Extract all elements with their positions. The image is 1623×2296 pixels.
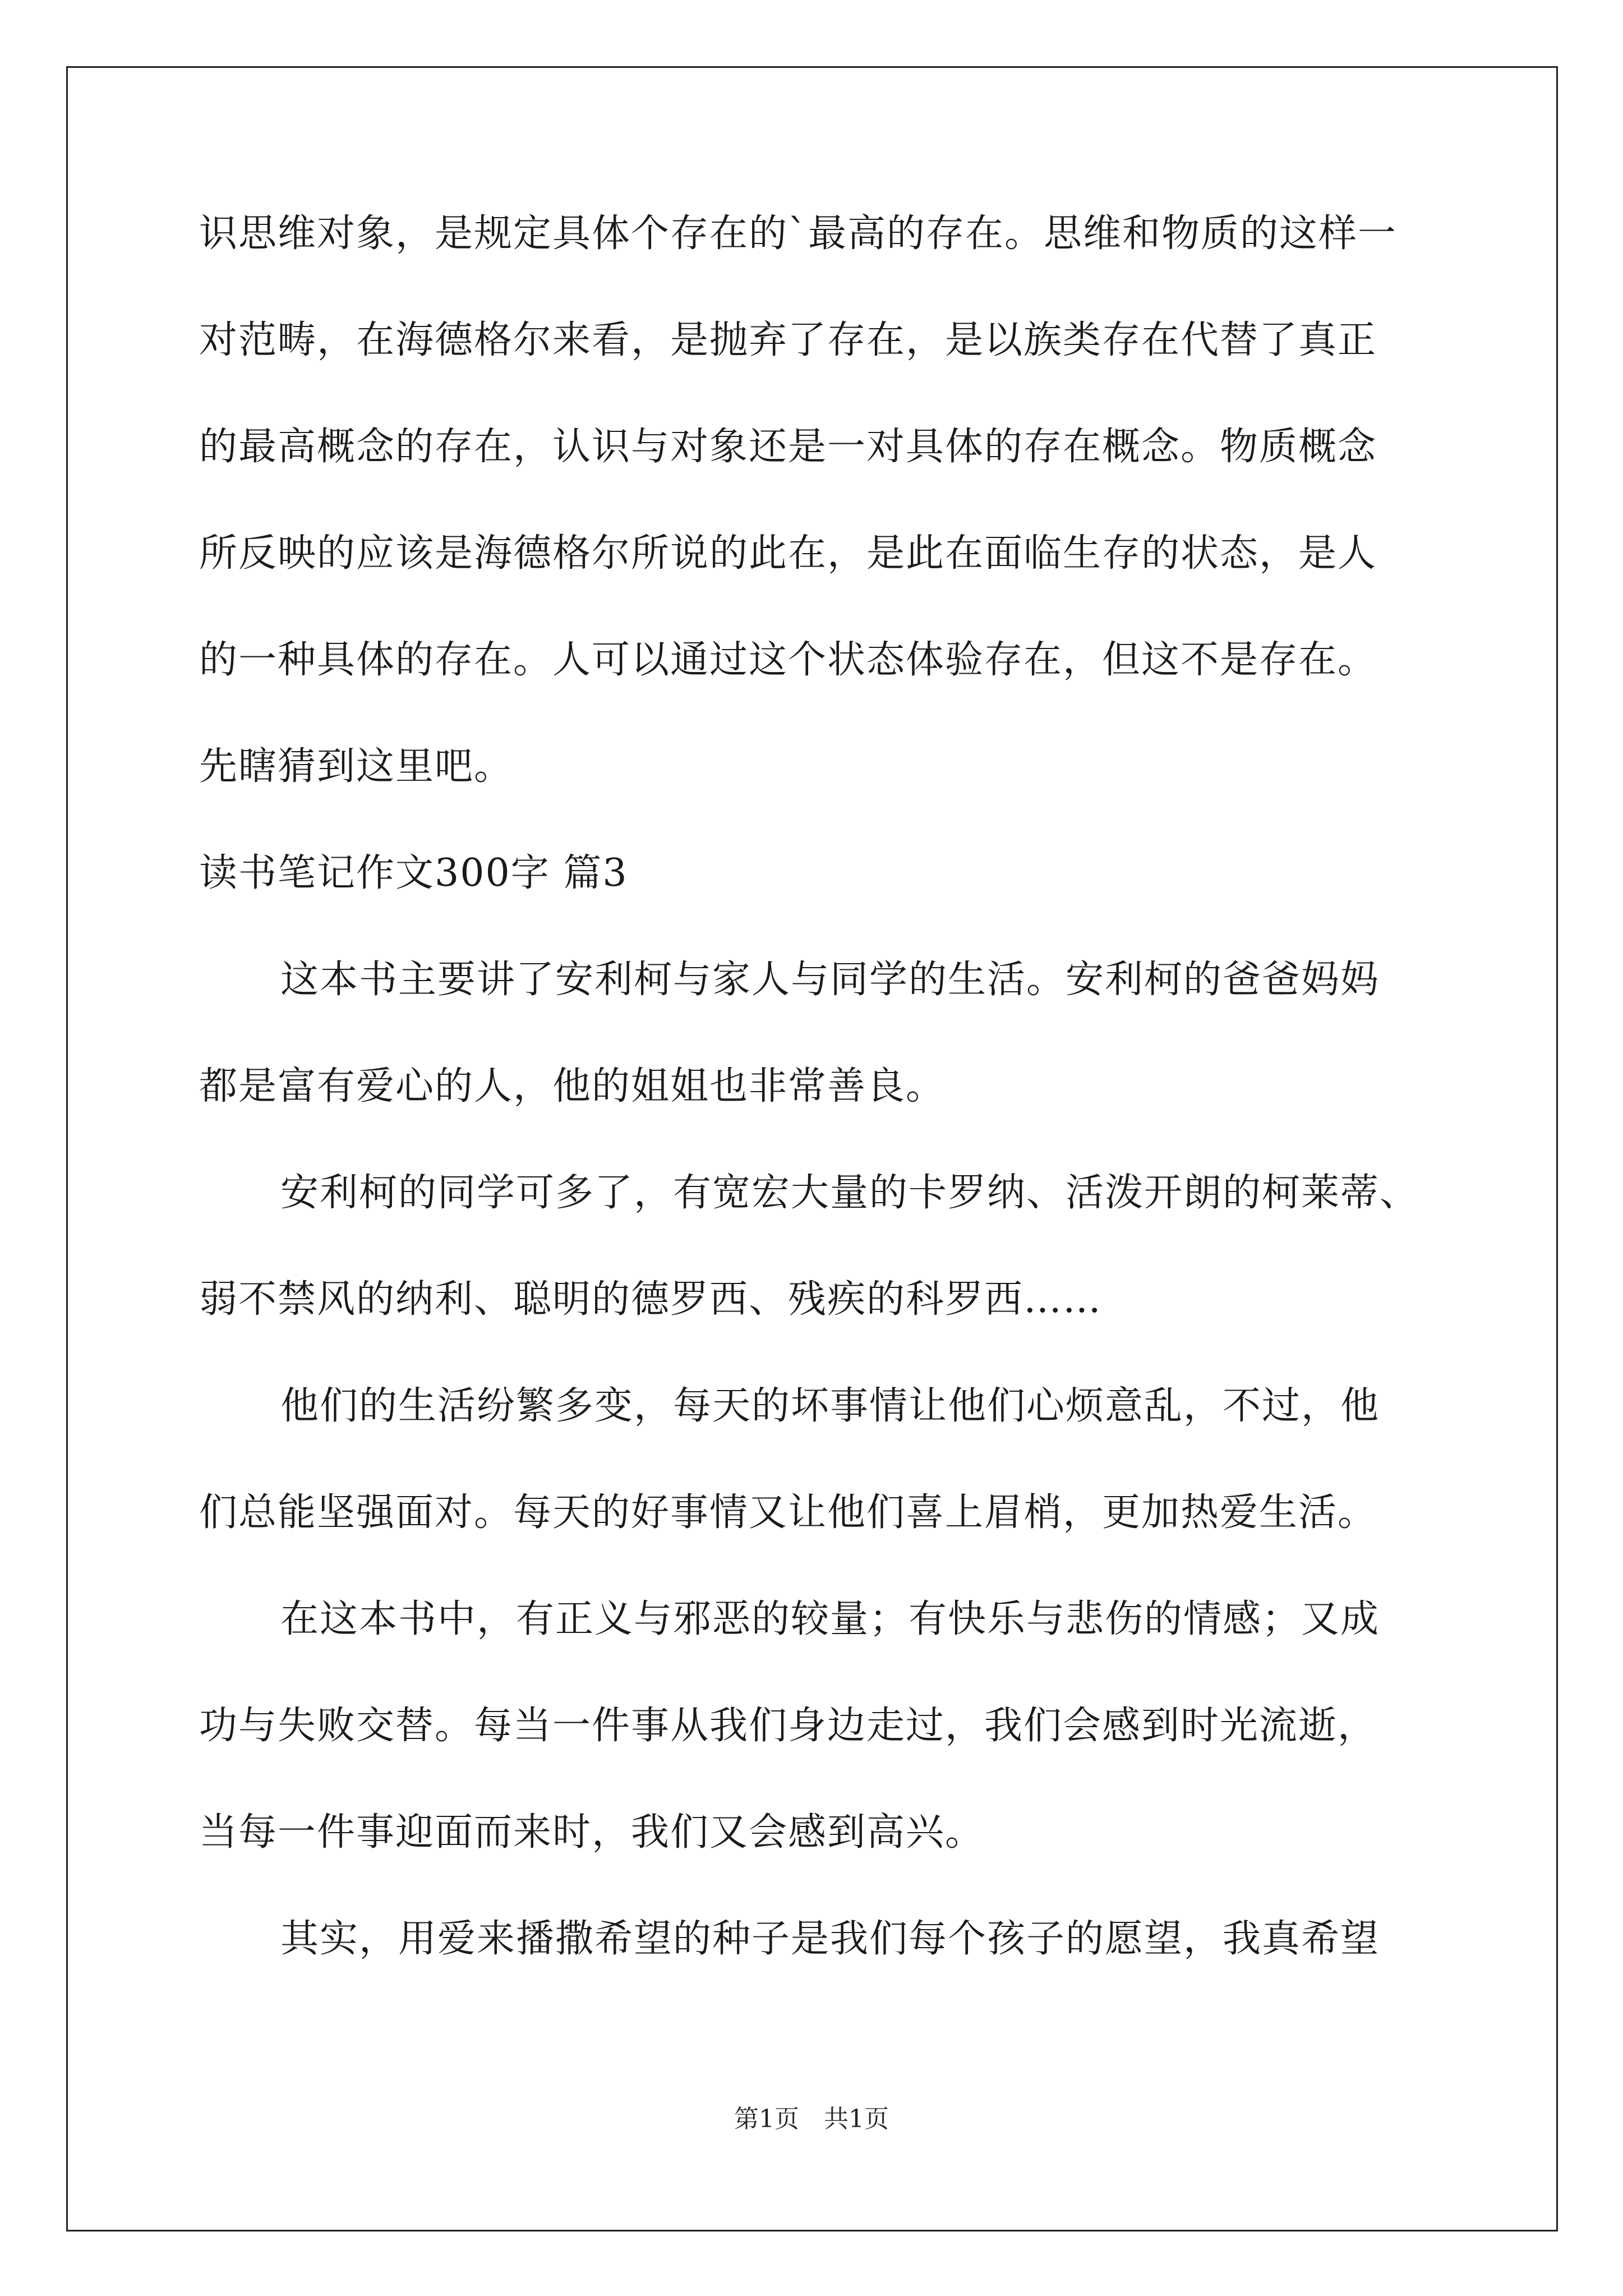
text-line: 在这本书中，有正义与邪恶的较量；有快乐与悲伤的情感；又成 xyxy=(280,1597,1380,1641)
text-line: 的最高概念的存在，认识与对象还是一对具体的存在概念。物质概念 xyxy=(199,425,1377,469)
text-line: 对范畴，在海德格尔来看，是抛弃了存在，是以族类存在代替了真正 xyxy=(199,318,1377,362)
text-line: 安利柯的同学可多了，有宽宏大量的卡罗纳、活泼开朗的柯莱蒂、 xyxy=(280,1171,1419,1215)
document-body xyxy=(199,0,1489,2019)
text-line: 功与失败交替。每当一件事从我们身边走过，我们会感到时光流逝， xyxy=(199,1704,1377,1748)
text-line: 先瞎猜到这里吧。 xyxy=(199,744,514,789)
text-line: 识思维对象，是规定具体个存在的`最高的存在。思维和物质的这样一 xyxy=(199,211,1398,256)
text-line: 当每一件事迎面而来时，我们又会感到高兴。 xyxy=(199,1810,985,1855)
text-line: 所反映的应该是海德格尔所说的此在，是此在面临生存的状态，是人 xyxy=(199,531,1377,576)
text-line: 其实，用爱来播撒希望的种子是我们每个孩子的愿望，我真希望 xyxy=(280,1917,1380,1961)
text-line: 的一种具体的存在。人可以通过这个状态体验存在，但这不是存在。 xyxy=(199,638,1377,682)
text-line: 弱不禁风的纳利、聪明的德罗西、残疾的科罗西…… xyxy=(199,1277,1103,1322)
text-line: 都是富有爱心的人，他的姐姐也非常善良。 xyxy=(199,1064,946,1108)
section-heading: 读书笔记作文300字 篇3 xyxy=(199,851,628,895)
text-line: 这本书主要讲了安利柯与家人与同学的生活。安利柯的爸爸妈妈 xyxy=(280,958,1380,1002)
page-footer: 第1页 共1页 xyxy=(734,2105,889,2133)
text-line: 们总能坚强面对。每天的好事情又让他们喜上眉梢，更加热爱生活。 xyxy=(199,1490,1377,1535)
text-line: 他们的生活纷繁多变，每天的坏事情让他们心烦意乱，不过，他 xyxy=(280,1384,1380,1428)
